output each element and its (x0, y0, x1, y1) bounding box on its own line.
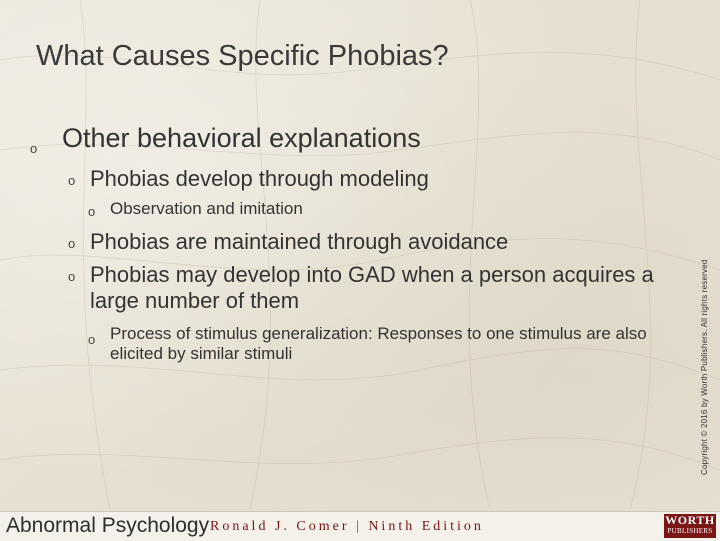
worth-publishers-logo (664, 514, 716, 538)
bullet-marker: o (30, 141, 38, 156)
bullet-marker: o (68, 173, 76, 188)
bullet-avoidance: Phobias are maintained through avoidance (90, 229, 509, 254)
copyright-notice: Copyright © 2016 by Worth Publishers. All rights reserved (700, 259, 709, 475)
bullet-modeling: Phobias develop through modeling (90, 166, 429, 191)
bullet-observation-imitation: Observation and imitation (110, 199, 303, 218)
book-title: Abnormal Psychology (6, 514, 210, 537)
bullet-stimulus-generalization: Process of stimulus generalization: Responses to one stimulus are also elicited by similar stimuli (110, 324, 647, 364)
author-name: Ronald J. Comer (210, 519, 350, 534)
footer-separator: | (356, 519, 362, 534)
slide-title: What Causes Specific Phobias? (36, 40, 449, 72)
bullet-marker: o (88, 332, 96, 347)
bullet-gad: Phobias may develop into GAD when a person acquires a large number of them (90, 262, 654, 313)
bullet-other-behavioral-explanations: Other behavioral explanations (62, 123, 421, 153)
author-edition (210, 519, 484, 535)
logo-line2: PUBLISHERS (667, 527, 713, 535)
edition-label: Ninth Edition (368, 519, 484, 534)
bullet-marker: o (88, 204, 96, 219)
bullet-marker: o (68, 269, 76, 284)
logo-line1: WORTH (665, 513, 715, 527)
footer-banner (0, 511, 720, 541)
bullet-marker: o (68, 236, 76, 251)
